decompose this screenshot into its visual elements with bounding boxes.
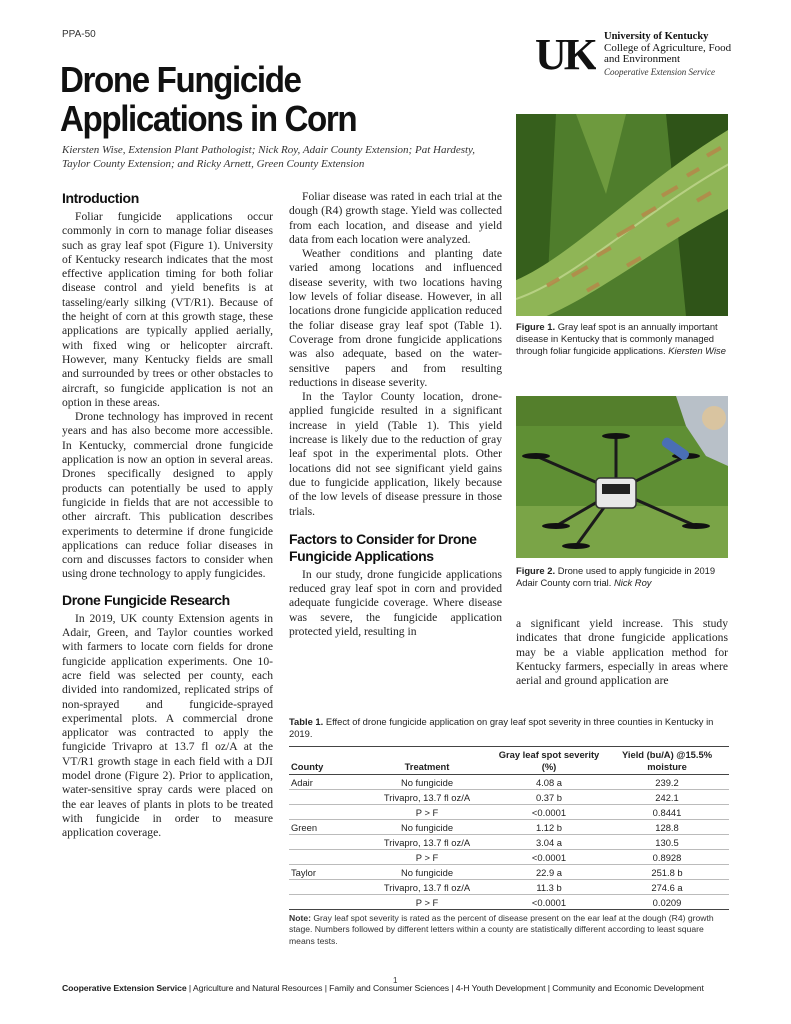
table-cell-county <box>289 790 361 805</box>
table-cell-county <box>289 850 361 865</box>
uk-logo-text: UK <box>535 31 595 75</box>
table-header-county: County <box>291 760 324 772</box>
figure-2-credit: Nick Roy <box>613 577 652 589</box>
table-row <box>289 775 729 790</box>
factors-heading: Factors to Consider for Drone Fungicide Applications <box>289 530 477 564</box>
column-2 <box>289 190 502 639</box>
figure-2-label: Figure 2. <box>516 565 556 576</box>
figure-1-credit: Kiersten Wise <box>668 345 726 357</box>
table-cell-yield: 274.6 a <box>651 881 683 893</box>
table-header-row <box>289 747 729 775</box>
figure-1-caption-text: Gray leaf spot is an annually important disease in Kentucky that is commonly managed through foliar fungicide applications. <box>516 321 718 357</box>
table-row <box>289 880 729 895</box>
table-row <box>289 850 729 865</box>
extension-service-name: Cooperative Extension Service <box>604 67 715 77</box>
table-cell-county <box>289 805 361 820</box>
table-cell-treatment: No fungicide <box>400 866 454 878</box>
page-title: Drone Fungicide Applications in Corn <box>60 59 357 139</box>
table-row <box>289 835 729 850</box>
table-cell-treatment: Trivapro, 13.7 fl oz/A <box>383 881 471 893</box>
table-1-caption-text: Effect of drone fungicide application on gray leaf spot severity in three counties in Kentucky in 2019. <box>289 716 714 739</box>
column2-paragraph-1: Foliar disease was rated in each trial at the dough (R4) growth stage. Yield was collected from each location, and disease and yield data from each location were analyzed. <box>289 190 502 246</box>
table-cell-treatment: Trivapro, 13.7 fl oz/A <box>383 836 471 848</box>
table-header-yield: Yield (bu/A) @15.5% moisture <box>621 749 713 772</box>
table-cell-severity: <0.0001 <box>531 806 567 818</box>
table-header-treatment: Treatment <box>404 760 450 772</box>
column2-paragraph-3: In the Taylor County location, drone-applied fungicide resulted in a significant increase in yield (Table 1). This yield increase is likely due to the reduction of gray leaf spot in the experimental plots. Other locations did not see significant yield gains due to fungicide application, likely because of the low levels of disease pressure in those trials. <box>289 390 502 518</box>
table-row <box>289 865 729 880</box>
footer <box>62 983 732 993</box>
footer-programs: | Agriculture and Natural Resources | Family and Consumer Sciences | 4-H Youth Development | Community and Economic Development <box>188 983 704 993</box>
footer-org: Cooperative Extension Service <box>62 983 187 993</box>
table-cell-county <box>289 880 361 895</box>
factors-paragraph-1: In our study, drone fungicide applications reduced gray leaf spot in corn and provided adequate fungicide coverage. Where disease was severe, the fungicide application protected yield, resulting in <box>289 567 502 639</box>
column-1 <box>62 190 273 840</box>
table-note-label: Note: <box>289 913 311 923</box>
publication-number: PPA-50 <box>62 29 96 40</box>
table-cell-severity: 4.08 a <box>535 776 563 788</box>
university-name: University of Kentucky <box>604 31 709 42</box>
table-cell-yield: 128.8 <box>655 821 679 833</box>
table-1 <box>289 746 729 910</box>
table-body <box>289 775 729 910</box>
column-3 <box>516 617 728 688</box>
intro-paragraph-2: Drone technology has improved in recent years and has also become more accessible. In Kentucky, commercial drone fungicide application is now an option in several areas. Drones specifically designed to apply products can potentially be used to apply fungicide in fields that are not accessible to other aircraft. This publication describes experiments to determine if drone fungicide applications can reduce foliar diseases in corn and discusses factors to consider when using drone technology to apply fungicides. <box>62 410 273 581</box>
table-row <box>289 790 729 805</box>
table-cell-yield: 0.8928 <box>652 851 682 863</box>
table-cell-yield: 239.2 <box>655 776 679 788</box>
table-cell-severity: <0.0001 <box>531 896 567 908</box>
introduction-heading: Introduction <box>62 190 139 206</box>
table-cell-county <box>289 835 361 850</box>
table-cell-treatment: P > F <box>415 851 439 863</box>
table-1-note <box>289 913 731 947</box>
table-cell-severity: <0.0001 <box>531 851 567 863</box>
column3-paragraph-1: a significant yield increase. This study indicates that drone fungicide applications may be a viable application method for Kentucky farmers, especially in areas where aerial and ground application are <box>516 617 728 688</box>
table-cell-severity: 3.04 a <box>535 836 563 848</box>
table-cell-severity: 11.3 b <box>536 881 562 893</box>
table-cell-yield: 0.0209 <box>652 896 682 908</box>
table-cell-treatment: P > F <box>415 806 439 818</box>
table-note-text: Gray leaf spot severity is rated as the percent of disease present on the ear leaf at the dough (R4) growth stage. Numbers followed by different letters within a county are statistically different according to least square means tests. <box>289 913 714 946</box>
table-row <box>289 820 729 835</box>
table-1-label: Table 1. <box>289 716 324 727</box>
table-cell-yield: 251.8 b <box>651 866 683 878</box>
figure-1-photo <box>516 114 728 316</box>
column2-paragraph-2: Weather conditions and planting date varied among locations and influenced disease severity, with two locations having low levels of foliar disease. However, in all locations drone fungicide application reduced the foliar disease gray leaf spot (Table 1). Coverage from drone fungicide applications was also adequate, based on the water-sensitive papers and from resulting reductions in disease severity. <box>289 247 502 389</box>
table-cell-treatment: P > F <box>415 896 439 908</box>
research-paragraph-1: In 2019, UK county Extension agents in Adair, Green, and Taylor counties worked with farmers to locate corn fields for drone fungicide application experiments. One 10-acre field was selected per county, each divided into randomized, replicated strips of non-sprayed and fungicide-sprayed experimental plots. A commercial drone applicator was contracted to apply the fungicide Trivapro at 13.7 fl oz/A at the VT/R1 growth stage in each field with a DJI model drone (Figure 2). Prior to application, water-sensitive spray cards were placed on the ear leaves of plants in plots to be treated with fungicide in order to measure application coverage. <box>62 611 273 840</box>
table-cell-treatment: No fungicide <box>400 821 454 833</box>
figure-2-photo <box>516 396 728 558</box>
uk-logo <box>534 31 596 75</box>
table-cell-yield: 242.1 <box>655 791 679 803</box>
table-cell-county: Green <box>291 821 318 833</box>
research-heading: Drone Fungicide Research <box>62 591 230 608</box>
table-cell-treatment: Trivapro, 13.7 fl oz/A <box>383 791 471 803</box>
table-1-caption <box>289 716 731 740</box>
author-list: Kiersten Wise, Extension Plant Pathologist; Nick Roy, Adair County Extension; Pat Hardesty, Taylor County Extension; and Ricky Arnett, Green County Extension <box>62 144 476 170</box>
page-number: 1 <box>393 976 398 985</box>
figure-1-label: Figure 1. <box>516 321 556 332</box>
table-row <box>289 805 729 820</box>
figure-1-caption <box>516 321 730 358</box>
figure-2-caption-text: Drone used to apply fungicide in 2019 Adair County corn trial. <box>516 565 716 589</box>
table-cell-county: Adair <box>291 776 313 788</box>
table-cell-county <box>289 895 361 910</box>
table-header-severity: Gray leaf spot severity (%) <box>498 749 600 772</box>
table-cell-yield: 0.8441 <box>652 806 682 818</box>
intro-paragraph-1: Foliar fungicide applications occur commonly in corn to manage foliar diseases such as gray leaf spot (Figure 1). University of Kentucky research indicates that the most effective application timing for both foliar disease control and yield benefits is at tasseling/early silking (VT/R1). Because of the height of corn at this growth stage, these applications are typically applied aerially, with fixed wing or helicopter aircraft. However, many Kentucky fields are small and surrounded by trees or other obstacles to aircraft, so fungicide application is not an option in these areas. <box>62 210 273 409</box>
table-cell-severity: 22.9 a <box>535 866 563 878</box>
figure-2-caption <box>516 565 730 589</box>
table-cell-severity: 0.37 b <box>535 791 563 803</box>
table-row <box>289 895 729 910</box>
table-cell-county: Taylor <box>291 866 317 878</box>
table-cell-treatment: No fungicide <box>400 776 454 788</box>
college-name: College of Agriculture, Food and Environment <box>604 42 732 65</box>
table-cell-severity: 1.12 b <box>535 821 563 833</box>
table-cell-yield: 130.5 <box>655 836 679 848</box>
